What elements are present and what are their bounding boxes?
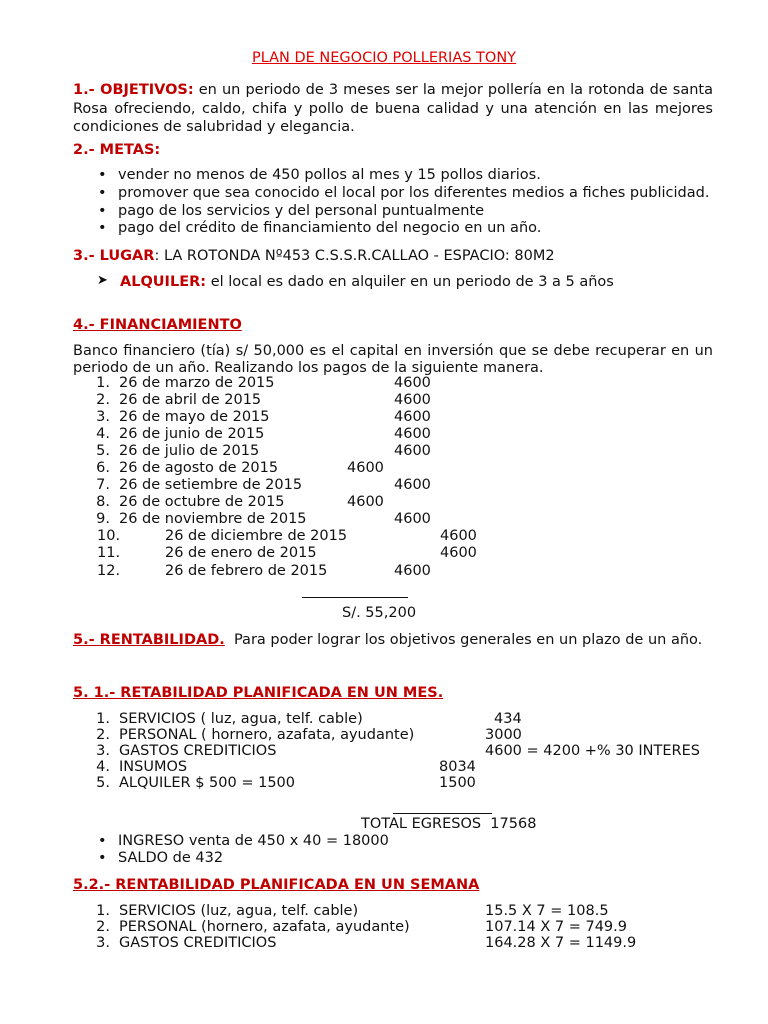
mes-item-label: PERSONAL ( hornero, azafata, ayudante)	[119, 727, 415, 743]
payment-number: 2.	[96, 392, 110, 408]
payment-number: 12.	[97, 563, 121, 579]
semana-item-value: 164.28 X 7 = 1149.9	[485, 935, 637, 951]
mes-item-label: ALQUILER $ 500 = 1500	[119, 775, 296, 791]
payment-number: 10.	[97, 528, 121, 544]
rentabilidad-text: Para poder lograr los objetivos generales en un plazo de un año.	[233, 632, 703, 648]
semana-item-number: 1.	[96, 903, 110, 919]
payment-amount: 4600	[347, 460, 384, 476]
payment-date: 26 de octubre de 2015	[119, 494, 285, 510]
mes-item-number: 2.	[96, 727, 110, 743]
financiamiento-line-1: Banco financiero (tía) s/ 50,000 es el capital en inversión que se debe recuperar en un	[73, 343, 713, 359]
metas-item: pago de los servicios y del personal puntualmente	[118, 203, 485, 219]
alquiler-line	[120, 274, 614, 290]
total-underline	[302, 597, 408, 598]
mes-bullet: INGRESO venta de 450 x 40 = 18000	[118, 833, 389, 849]
objetivos-paragraph	[73, 81, 713, 137]
lugar-text: : LA ROTONDA Nº453 C.S.S.R.CALLAO - ESPACIO: 80M2	[154, 248, 555, 264]
financiamiento-line-2: periodo de un año. Realizando los pagos de la siguiente manera.	[73, 359, 544, 376]
payment-amount: 4600	[394, 375, 431, 391]
objetivos-heading: 1.- OBJETIVOS:	[73, 82, 194, 98]
egresos-underline	[393, 813, 492, 814]
payment-amount: 4600	[394, 443, 431, 459]
lugar-heading: 3.- LUGAR	[73, 248, 155, 264]
payment-number: 6.	[96, 460, 110, 476]
metas-item: vender no menos de 450 pollos al mes y 15 pollos diarios.	[118, 167, 541, 183]
payment-amount: 4600	[440, 528, 477, 544]
semana-item-label: PERSONAL (hornero, azafata, ayudante)	[119, 919, 410, 935]
mes-item-label: SERVICIOS ( luz, agua, telf. cable)	[119, 711, 363, 727]
payment-number: 5.	[96, 443, 110, 459]
metas-heading: 2.- METAS:	[73, 142, 161, 158]
mes-item-value: 434	[494, 711, 522, 727]
semana-item-number: 3.	[96, 935, 110, 951]
objetivos-line-1: en un periodo de 3 meses ser la mejor pollería en la rotonda de santa	[198, 82, 713, 98]
financiamiento-heading: 4.- FINANCIAMIENTO	[73, 317, 242, 333]
semana-heading: 5.2.- RENTABILIDAD PLANIFICADA EN UN SEMANA	[73, 877, 480, 893]
payment-date: 26 de mayo de 2015	[119, 409, 270, 425]
payment-number: 4.	[96, 426, 110, 442]
payment-date: 26 de noviembre de 2015	[119, 511, 307, 527]
financiamiento-total: S/. 55,200	[342, 605, 417, 621]
rentabilidad-line	[73, 632, 702, 648]
payment-number: 3.	[96, 409, 110, 425]
payment-amount: 4600	[394, 409, 431, 425]
semana-item-value: 15.5 X 7 = 108.5	[485, 903, 609, 919]
bullet-dot-icon: •	[98, 167, 107, 183]
mes-item-number: 1.	[96, 711, 110, 727]
mes-item-label: INSUMOS	[119, 759, 188, 775]
payment-date: 26 de julio de 2015	[119, 443, 260, 459]
page-title: PLAN DE NEGOCIO POLLERIAS TONY	[251, 50, 517, 66]
semana-item-value: 107.14 X 7 = 749.9	[485, 919, 627, 935]
bullet-dot-icon: •	[98, 203, 107, 219]
alquiler-label: ALQUILER:	[120, 274, 207, 290]
metas-item: promover que sea conocido el local por los diferentes medios a fiches publicidad.	[118, 185, 710, 201]
alquiler-text: el local es dado en alquiler en un periodo de 3 a 5 años	[210, 274, 614, 290]
bullet-dot-icon: •	[98, 833, 107, 849]
payment-number: 8.	[96, 494, 110, 510]
metas-item: pago del crédito de financiamiento del negocio en un año.	[118, 220, 542, 236]
payment-amount: 4600	[394, 477, 431, 493]
mes-item-number: 5.	[96, 775, 110, 791]
mes-item-value: 1500	[439, 775, 476, 791]
payment-date: 26 de marzo de 2015	[119, 375, 275, 391]
bullet-dot-icon: •	[98, 850, 107, 866]
lugar-line	[73, 248, 555, 264]
payment-date: 26 de junio de 2015	[119, 426, 265, 442]
payment-amount: 4600	[394, 563, 431, 579]
total-egresos-label: TOTAL EGRESOS	[361, 816, 482, 832]
total-egresos-value: 17568	[490, 816, 537, 832]
payment-date: 26 de abril de 2015	[119, 392, 262, 408]
semana-item-label: SERVICIOS (luz, agua, telf. cable)	[119, 903, 359, 919]
mes-item-value: 3000	[485, 727, 522, 743]
financiamiento-paragraph	[73, 343, 713, 376]
payment-amount: 4600	[394, 426, 431, 442]
mes-bullet: SALDO de 432	[118, 850, 224, 866]
total-egresos-line	[361, 816, 536, 832]
mes-item-value: 4600 = 4200 +% 30 INTERES	[485, 743, 700, 759]
payment-date: 26 de febrero de 2015	[165, 563, 328, 579]
mes-item-number: 4.	[96, 759, 110, 775]
objetivos-line-3: condiciones de salubridad y elegancia.	[73, 119, 355, 135]
payment-date: 26 de setiembre de 2015	[119, 477, 303, 493]
semana-item-label: GASTOS CREDITICIOS	[119, 935, 277, 951]
objetivos-line-2: Rosa ofreciendo, caldo, chifa y pollo de buena calidad y una atención en las mejores	[73, 100, 713, 117]
bullet-dot-icon: •	[98, 220, 107, 236]
payment-date: 26 de enero de 2015	[165, 545, 317, 561]
payment-date: 26 de agosto de 2015	[119, 460, 279, 476]
payment-amount: 4600	[347, 494, 384, 510]
arrow-bullet-icon: ➤	[97, 273, 108, 288]
semana-item-number: 2.	[96, 919, 110, 935]
payment-number: 11.	[97, 545, 121, 561]
mes-item-value: 8034	[439, 759, 476, 775]
mes-item-label: GASTOS CREDITICIOS	[119, 743, 277, 759]
rentabilidad-heading: 5.- RENTABILIDAD.	[73, 632, 225, 648]
bullet-dot-icon: •	[98, 185, 107, 201]
payment-number: 7.	[96, 477, 110, 493]
mes-item-number: 3.	[96, 743, 110, 759]
mes-heading: 5. 1.- RETABILIDAD PLANIFICADA EN UN MES.	[73, 685, 444, 701]
payment-number: 1.	[96, 375, 110, 391]
payment-amount: 4600	[394, 392, 431, 408]
payment-number: 9.	[96, 511, 110, 527]
payment-date: 26 de diciembre de 2015	[165, 528, 348, 544]
payment-amount: 4600	[394, 511, 431, 527]
payment-amount: 4600	[440, 545, 477, 561]
